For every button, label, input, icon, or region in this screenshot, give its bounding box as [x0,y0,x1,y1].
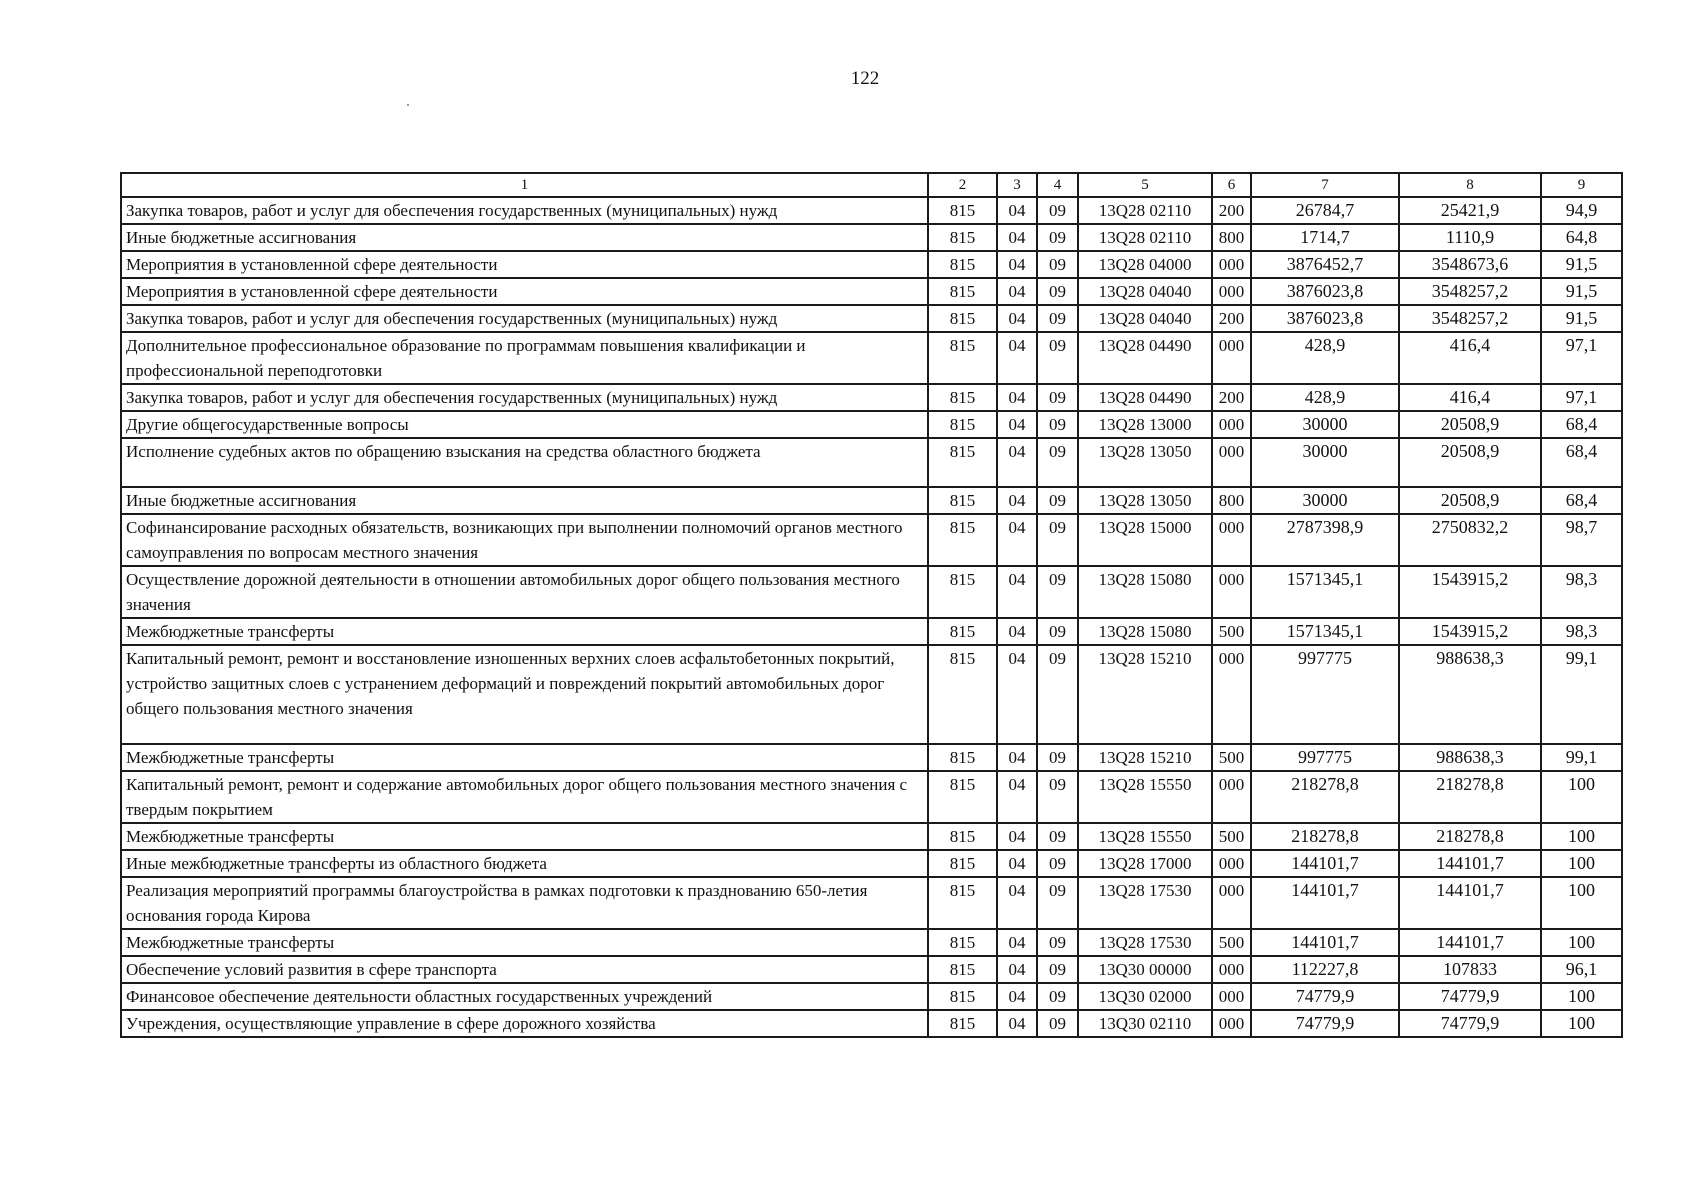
code-subsection: 09 [1037,278,1078,305]
code-section: 04 [997,645,1037,744]
code-target: 13Q28 02110 [1078,197,1212,224]
code-section: 04 [997,566,1037,618]
table-row [121,251,1622,278]
row-name: Финансовое обеспечение деятельности областных государственных учреждений [121,983,928,1010]
code-ministry: 815 [928,438,997,487]
row-name: Закупка товаров, работ и услуг для обеспечения государственных (муниципальных) нужд [121,197,928,224]
column-header: 2 [928,173,997,197]
code-section: 04 [997,983,1037,1010]
value-plan: 428,9 [1251,332,1399,384]
value-actual: 416,4 [1399,332,1541,384]
table-row [121,645,1622,744]
code-subsection: 09 [1037,1010,1078,1037]
code-ministry: 815 [928,514,997,566]
value-actual: 74779,9 [1399,983,1541,1010]
code-section: 04 [997,487,1037,514]
code-type: 500 [1212,744,1251,771]
code-section: 04 [997,514,1037,566]
table-row [121,438,1622,487]
value-plan: 30000 [1251,411,1399,438]
value-plan: 3876452,7 [1251,251,1399,278]
value-actual: 107833 [1399,956,1541,983]
row-name: Осуществление дорожной деятельности в отношении автомобильных дорог общего пользования местного значения [121,566,928,618]
column-header: 7 [1251,173,1399,197]
value-percent: 68,4 [1541,438,1622,487]
value-actual: 3548257,2 [1399,278,1541,305]
table-row [121,744,1622,771]
value-plan: 74779,9 [1251,1010,1399,1037]
table-row [121,514,1622,566]
code-type: 000 [1212,438,1251,487]
row-name: Софинансирование расходных обязательств, возникающих при выполнении полномочий органов местного самоуправления по вопросам местного значения [121,514,928,566]
code-ministry: 815 [928,487,997,514]
value-actual: 25421,9 [1399,197,1541,224]
code-type: 200 [1212,384,1251,411]
table-row [121,224,1622,251]
code-section: 04 [997,744,1037,771]
code-ministry: 815 [928,744,997,771]
code-section: 04 [997,956,1037,983]
row-name: Межбюджетные трансферты [121,929,928,956]
code-type: 000 [1212,514,1251,566]
value-percent: 64,8 [1541,224,1622,251]
column-header: 8 [1399,173,1541,197]
table-row [121,487,1622,514]
table-row [121,305,1622,332]
code-ministry: 815 [928,850,997,877]
value-actual: 1110,9 [1399,224,1541,251]
code-target: 13Q28 04040 [1078,305,1212,332]
value-actual: 2750832,2 [1399,514,1541,566]
value-actual: 20508,9 [1399,487,1541,514]
code-type: 000 [1212,956,1251,983]
value-percent: 91,5 [1541,278,1622,305]
code-subsection: 09 [1037,929,1078,956]
table-row [121,197,1622,224]
value-percent: 94,9 [1541,197,1622,224]
code-subsection: 09 [1037,618,1078,645]
budget-table [120,172,1623,1038]
code-type: 500 [1212,618,1251,645]
value-actual: 988638,3 [1399,744,1541,771]
value-plan: 2787398,9 [1251,514,1399,566]
code-ministry: 815 [928,411,997,438]
column-header: 6 [1212,173,1251,197]
code-ministry: 815 [928,983,997,1010]
code-type: 000 [1212,1010,1251,1037]
code-subsection: 09 [1037,956,1078,983]
code-target: 13Q28 17530 [1078,877,1212,929]
value-plan: 1571345,1 [1251,618,1399,645]
row-name: Дополнительное профессиональное образование по программам повышения квалификации и профессиональной переподготовки [121,332,928,384]
row-name: Иные бюджетные ассигнования [121,487,928,514]
code-section: 04 [997,384,1037,411]
row-name: Капитальный ремонт, ремонт и содержание автомобильных дорог общего пользования местного значения с твердым покрытием [121,771,928,823]
code-section: 04 [997,618,1037,645]
code-subsection: 09 [1037,332,1078,384]
value-percent: 68,4 [1541,487,1622,514]
code-target: 13Q28 17000 [1078,850,1212,877]
code-subsection: 09 [1037,514,1078,566]
value-plan: 997775 [1251,645,1399,744]
value-actual: 988638,3 [1399,645,1541,744]
value-percent: 97,1 [1541,384,1622,411]
value-actual: 144101,7 [1399,850,1541,877]
code-type: 000 [1212,251,1251,278]
code-section: 04 [997,850,1037,877]
row-name: Закупка товаров, работ и услуг для обеспечения государственных (муниципальных) нужд [121,384,928,411]
code-target: 13Q30 00000 [1078,956,1212,983]
code-type: 000 [1212,566,1251,618]
value-plan: 26784,7 [1251,197,1399,224]
value-percent: 68,4 [1541,411,1622,438]
table-body [121,197,1622,1037]
code-type: 800 [1212,224,1251,251]
code-target: 13Q30 02110 [1078,1010,1212,1037]
code-section: 04 [997,823,1037,850]
column-header: 3 [997,173,1037,197]
code-subsection: 09 [1037,411,1078,438]
column-header: 4 [1037,173,1078,197]
code-target: 13Q28 02110 [1078,224,1212,251]
value-plan: 218278,8 [1251,771,1399,823]
row-name: Межбюджетные трансферты [121,823,928,850]
value-plan: 1571345,1 [1251,566,1399,618]
table-row [121,956,1622,983]
code-type: 000 [1212,877,1251,929]
column-header: 1 [121,173,928,197]
row-name: Капитальный ремонт, ремонт и восстановление изношенных верхних слоев асфальтобетонных покрытий, устройство защитных слоев с устранением деформаций и повреждений покрытий автомобильных дорог общего пользования местного значения [121,645,928,744]
row-name: Закупка товаров, работ и услуг для обеспечения государственных (муниципальных) нужд [121,305,928,332]
row-name: Обеспечение условий развития в сфере транспорта [121,956,928,983]
value-percent: 91,5 [1541,251,1622,278]
value-percent: 100 [1541,1010,1622,1037]
code-type: 800 [1212,487,1251,514]
row-name: Другие общегосударственные вопросы [121,411,928,438]
code-target: 13Q28 15000 [1078,514,1212,566]
value-percent: 100 [1541,983,1622,1010]
code-subsection: 09 [1037,771,1078,823]
value-actual: 3548673,6 [1399,251,1541,278]
code-section: 04 [997,305,1037,332]
value-percent: 100 [1541,850,1622,877]
value-plan: 3876023,8 [1251,278,1399,305]
value-percent: 97,1 [1541,332,1622,384]
code-target: 13Q28 04000 [1078,251,1212,278]
row-name: Мероприятия в установленной сфере деятельности [121,278,928,305]
code-subsection: 09 [1037,438,1078,487]
table-row [121,983,1622,1010]
value-plan: 428,9 [1251,384,1399,411]
value-plan: 144101,7 [1251,877,1399,929]
value-actual: 218278,8 [1399,823,1541,850]
code-subsection: 09 [1037,487,1078,514]
table-row [121,411,1622,438]
row-name: Межбюджетные трансферты [121,618,928,645]
value-percent: 98,3 [1541,618,1622,645]
code-ministry: 815 [928,305,997,332]
value-plan: 144101,7 [1251,929,1399,956]
code-ministry: 815 [928,566,997,618]
code-target: 13Q28 04040 [1078,278,1212,305]
code-ministry: 815 [928,956,997,983]
code-target: 13Q28 15210 [1078,645,1212,744]
row-name: Учреждения, осуществляющие управление в сфере дорожного хозяйства [121,1010,928,1037]
value-actual: 1543915,2 [1399,618,1541,645]
table-row [121,384,1622,411]
row-name: Реализация мероприятий программы благоустройства в рамках подготовки к празднованию 650-летия основания города Кирова [121,877,928,929]
value-percent: 99,1 [1541,744,1622,771]
column-header: 9 [1541,173,1622,197]
table-row [121,771,1622,823]
code-ministry: 815 [928,929,997,956]
code-subsection: 09 [1037,384,1078,411]
code-type: 000 [1212,411,1251,438]
value-plan: 997775 [1251,744,1399,771]
code-type: 200 [1212,197,1251,224]
code-subsection: 09 [1037,305,1078,332]
code-type: 200 [1212,305,1251,332]
code-target: 13Q28 15550 [1078,771,1212,823]
code-subsection: 09 [1037,224,1078,251]
code-ministry: 815 [928,618,997,645]
code-type: 000 [1212,278,1251,305]
code-subsection: 09 [1037,877,1078,929]
value-percent: 100 [1541,929,1622,956]
code-subsection: 09 [1037,645,1078,744]
row-name: Межбюджетные трансферты [121,744,928,771]
code-section: 04 [997,197,1037,224]
value-percent: 91,5 [1541,305,1622,332]
table-row [121,618,1622,645]
page-number: 122 [850,68,880,89]
code-target: 13Q28 13050 [1078,487,1212,514]
table-row [121,566,1622,618]
code-type: 000 [1212,332,1251,384]
code-ministry: 815 [928,384,997,411]
value-actual: 1543915,2 [1399,566,1541,618]
code-target: 13Q28 17530 [1078,929,1212,956]
code-ministry: 815 [928,224,997,251]
value-percent: 99,1 [1541,645,1622,744]
table-row [121,1010,1622,1037]
code-target: 13Q28 15080 [1078,566,1212,618]
code-section: 04 [997,438,1037,487]
value-actual: 20508,9 [1399,438,1541,487]
table-header-row [121,173,1622,197]
row-name: Иные бюджетные ассигнования [121,224,928,251]
value-percent: 100 [1541,823,1622,850]
code-ministry: 815 [928,197,997,224]
code-target: 13Q28 13050 [1078,438,1212,487]
code-ministry: 815 [928,278,997,305]
value-percent: 96,1 [1541,956,1622,983]
code-ministry: 815 [928,332,997,384]
table-row [121,278,1622,305]
code-section: 04 [997,929,1037,956]
code-ministry: 815 [928,1010,997,1037]
code-type: 000 [1212,983,1251,1010]
code-section: 04 [997,332,1037,384]
code-subsection: 09 [1037,823,1078,850]
code-target: 13Q28 13000 [1078,411,1212,438]
code-ministry: 815 [928,823,997,850]
table-row [121,929,1622,956]
code-target: 13Q28 15210 [1078,744,1212,771]
code-subsection: 09 [1037,251,1078,278]
code-section: 04 [997,1010,1037,1037]
code-target: 13Q28 04490 [1078,384,1212,411]
code-ministry: 815 [928,771,997,823]
code-type: 500 [1212,929,1251,956]
value-percent: 98,7 [1541,514,1622,566]
value-percent: 98,3 [1541,566,1622,618]
code-section: 04 [997,411,1037,438]
row-name: Исполнение судебных актов по обращению взыскания на средства областного бюджета [121,438,928,487]
code-target: 13Q28 15550 [1078,823,1212,850]
code-section: 04 [997,771,1037,823]
code-subsection: 09 [1037,566,1078,618]
value-plan: 112227,8 [1251,956,1399,983]
code-subsection: 09 [1037,197,1078,224]
code-target: 13Q28 04490 [1078,332,1212,384]
table-row [121,877,1622,929]
column-header: 5 [1078,173,1212,197]
value-actual: 74779,9 [1399,1010,1541,1037]
table-row [121,850,1622,877]
value-plan: 30000 [1251,487,1399,514]
code-section: 04 [997,224,1037,251]
value-plan: 30000 [1251,438,1399,487]
value-actual: 3548257,2 [1399,305,1541,332]
code-ministry: 815 [928,251,997,278]
row-name: Мероприятия в установленной сфере деятельности [121,251,928,278]
code-ministry: 815 [928,645,997,744]
value-actual: 218278,8 [1399,771,1541,823]
code-subsection: 09 [1037,744,1078,771]
code-section: 04 [997,278,1037,305]
value-actual: 144101,7 [1399,929,1541,956]
table-row [121,332,1622,384]
code-type: 000 [1212,771,1251,823]
code-target: 13Q28 15080 [1078,618,1212,645]
code-subsection: 09 [1037,983,1078,1010]
value-plan: 1714,7 [1251,224,1399,251]
value-actual: 20508,9 [1399,411,1541,438]
code-type: 000 [1212,645,1251,744]
code-ministry: 815 [928,877,997,929]
value-actual: 416,4 [1399,384,1541,411]
value-percent: 100 [1541,771,1622,823]
table-row [121,823,1622,850]
value-plan: 74779,9 [1251,983,1399,1010]
code-section: 04 [997,877,1037,929]
value-actual: 144101,7 [1399,877,1541,929]
scan-speck [407,104,409,106]
code-target: 13Q30 02000 [1078,983,1212,1010]
code-section: 04 [997,251,1037,278]
value-plan: 218278,8 [1251,823,1399,850]
value-plan: 144101,7 [1251,850,1399,877]
row-name: Иные межбюджетные трансферты из областного бюджета [121,850,928,877]
code-subsection: 09 [1037,850,1078,877]
value-plan: 3876023,8 [1251,305,1399,332]
code-type: 500 [1212,823,1251,850]
value-percent: 100 [1541,877,1622,929]
code-type: 000 [1212,850,1251,877]
